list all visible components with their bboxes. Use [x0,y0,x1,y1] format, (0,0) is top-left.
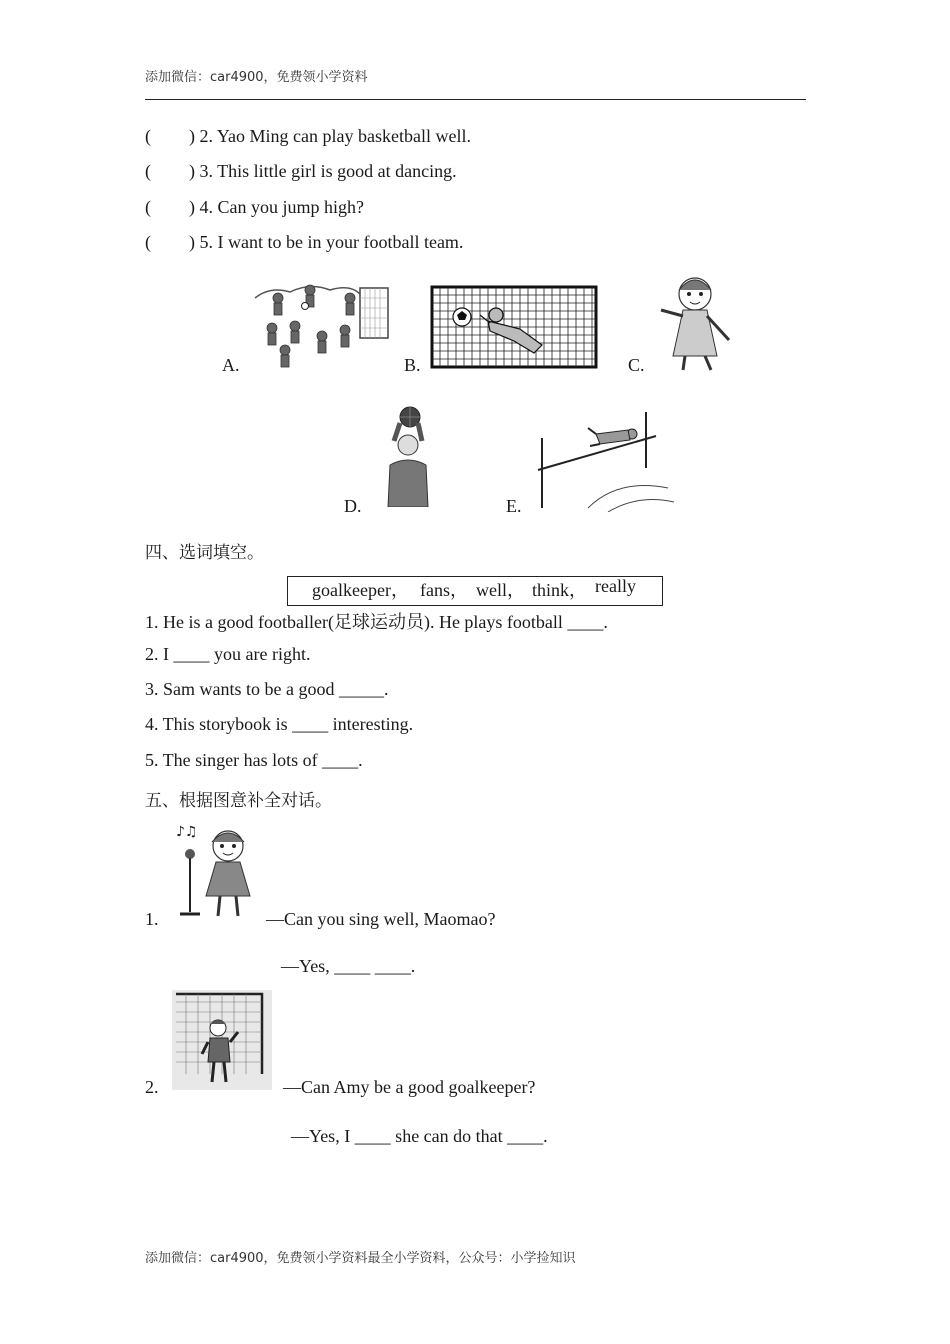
dialogue-number: 1. [145,909,159,929]
picture-label-c: C. [628,355,645,375]
header-divider [145,99,806,100]
matching-item: ( ) 3. This little girl is good at dancing. [145,161,457,181]
fill-blank-question: 3. Sam wants to be a good _____. [145,679,389,699]
section-5-title: 五、根据图意补全对话。 [145,791,332,811]
page-header: 添加微信：car4900，免费领小学资料 [145,70,368,85]
high-jump-picture [528,408,674,512]
word-bank-word: goalkeeper， [312,580,409,600]
basketball-player-picture [380,405,436,507]
dialogue-question: —Can Amy be a good goalkeeper? [283,1077,536,1097]
children-playing-football-picture [250,268,392,372]
dialogue-number: 2. [145,1077,159,1097]
picture-label-d: D. [344,496,362,516]
matching-item: ( ) 4. Can you jump high? [145,197,364,217]
matching-item: ( ) 2. Yao Ming can play basketball well. [145,126,471,146]
dialogue-question: —Can you sing well, Maomao? [266,909,496,929]
fill-blank-question: 5. The singer has lots of ____. [145,750,363,770]
word-bank-word: really [595,576,636,596]
fill-blank-question: 4. This storybook is ____ interesting. [145,714,414,734]
picture-label-e: E. [506,496,522,516]
girl-goalkeeper-picture [172,990,272,1090]
matching-item: ( ) 5. I want to be in your football team. [145,232,464,252]
dialogue-answer: —Yes, I ____ she can do that ____. [291,1126,548,1146]
svg-text:♪♫: ♪♫ [176,824,198,840]
section-4-title: 四、选词填空。 [145,543,264,563]
fill-blank-question: 2. I ____ you are right. [145,644,311,664]
girl-singing-picture [172,820,254,920]
goalkeeper-saving-ball-picture [430,285,598,369]
word-bank-word: well， [476,580,525,600]
dialogue-answer: —Yes, ____ ____. [281,956,416,976]
picture-label-b: B. [404,355,421,375]
fill-blank-question: 1. He is a good footballer(足球运动员). He plays football ____. [145,612,608,632]
picture-label-a: A. [222,355,240,375]
word-bank-word: think， [532,580,588,600]
page-footer: 添加微信：car4900，免费领小学资料最全小学资料，公众号：小学捡知识 [145,1251,576,1266]
word-bank [287,576,663,606]
word-bank-word: fans， [420,580,468,600]
girl-dancing-picture [655,270,739,374]
